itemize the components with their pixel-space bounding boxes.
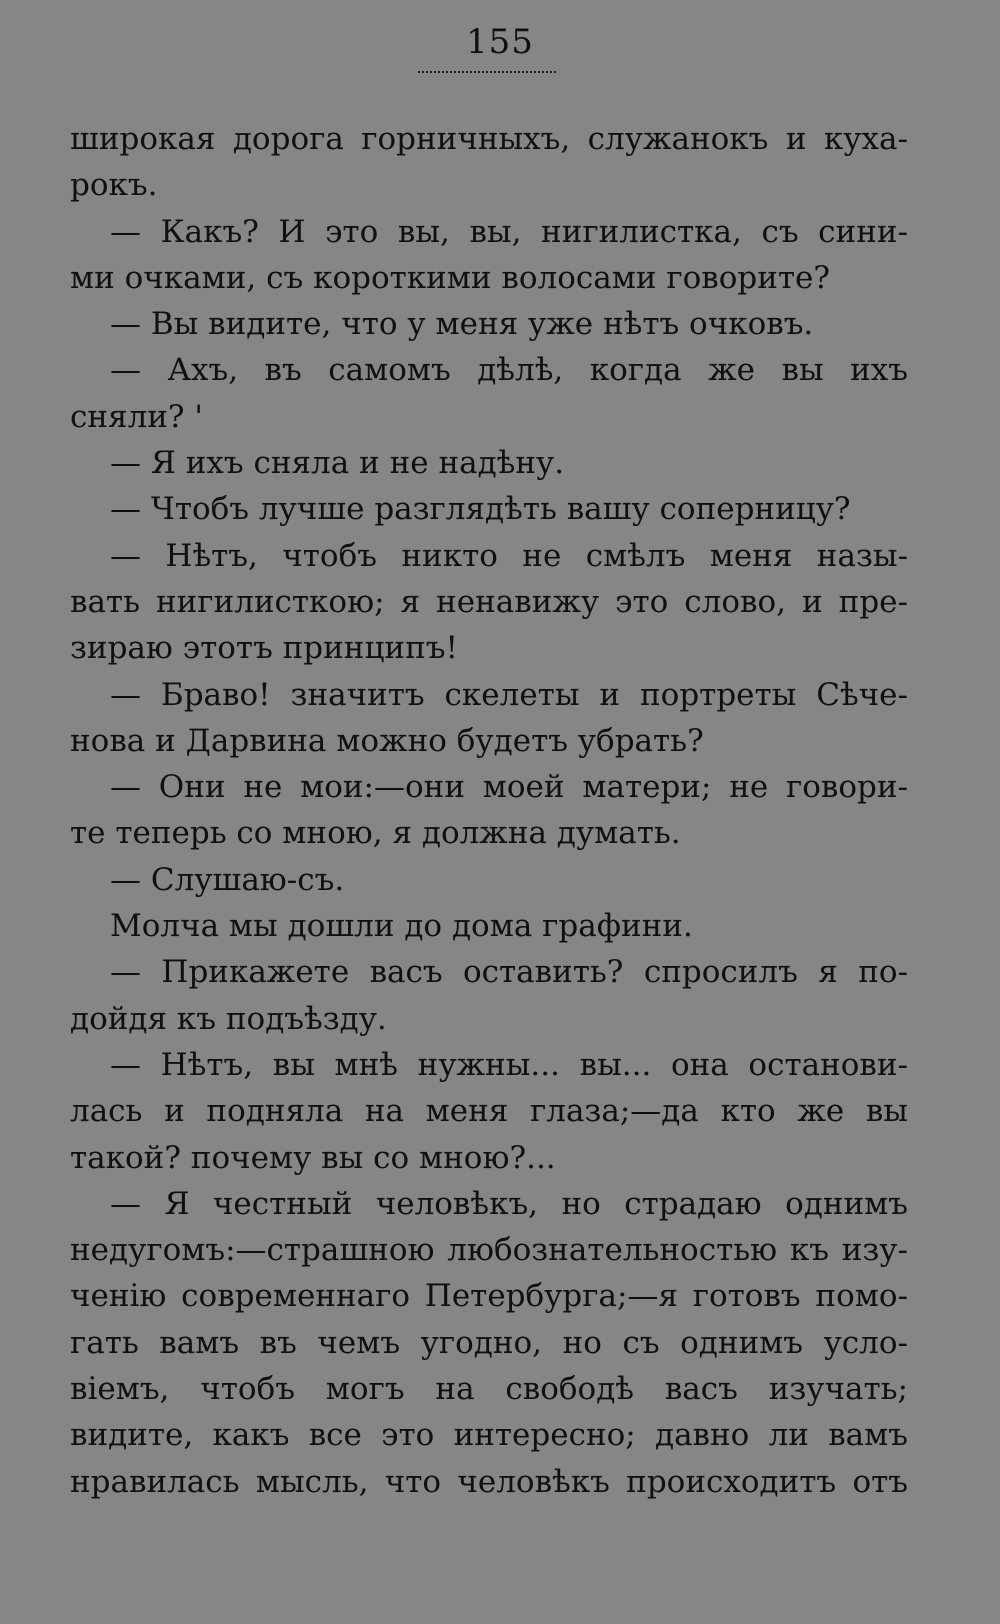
text-line: рокъ. [70,167,158,204]
text-line: — Нѣтъ, вы мнѣ нужны... вы... она останови- [110,1046,908,1083]
text-line: гать вамъ въ чемъ угодно, но съ однимъ усло- [70,1324,908,1361]
text-line: — Ахъ, въ самомъ дѣлѣ, когда же вы ихъ [110,352,908,389]
text-line: нова и Дарвина можно будетъ убрать? [70,722,704,759]
text-line: віемъ, чтобъ могъ на свободѣ васъ изучать; [70,1371,908,1408]
text-line: нравилась мысль, что человѣкъ происходитъ отъ [70,1463,908,1500]
text-line: зираю этотъ принципъ! [70,630,458,667]
text-line: — Слушаю-съ. [110,861,345,898]
text-line: сняли? ' [70,398,203,435]
text-line: такой? почему вы со мною?... [70,1139,556,1176]
text-line: широкая дорога горничныхъ, служанокъ и куха- [70,121,908,157]
text-line: — Нѣтъ, чтобъ никто не смѣлъ меня назы- [110,537,908,574]
page-number-rule [418,71,556,73]
text-line: — Браво! значитъ скелеты и портреты Сѣче- [110,676,908,713]
text-line: видите, какъ все это интересно; давно ли вамъ [70,1417,908,1454]
text-line: лась и подняла на меня глаза;—да кто же вы [70,1093,908,1130]
text-line: — Я честный человѣкъ, но страдаю однимъ [110,1185,908,1222]
body-text [70,116,908,1505]
text-line: — Чтобъ лучше разглядѣть вашу соперницу? [110,491,851,528]
text-line: вать нигилисткою; я ненавижу это слово, и пре- [70,583,908,620]
text-line: — Они не мои:—они моей матери; не говори- [110,769,908,806]
text-line: — Вы видите, что у меня уже нѣтъ очковъ. [110,306,814,343]
text-line: ченію современнаго Петербурга;—я готовъ помо- [70,1278,908,1315]
text-line: те теперь со мною, я должна думать. [70,815,681,852]
text-line: недугомъ:—страшною любознательностью къ изу- [70,1232,908,1269]
text-line: дойдя къ подъѣзду. [70,1000,387,1037]
text-line: Молча мы дошли до дома графини. [110,908,693,945]
text-line: — Какъ? И это вы, вы, нигилистка, съ сини- [110,213,908,250]
text-line: — Прикажете васъ оставить? спросилъ я по- [110,954,908,991]
text-line: ми очками, съ короткими волосами говорите? [70,259,831,296]
text-line: — Я ихъ сняла и не надѣну. [110,445,565,482]
page-number: 155 [466,22,534,62]
